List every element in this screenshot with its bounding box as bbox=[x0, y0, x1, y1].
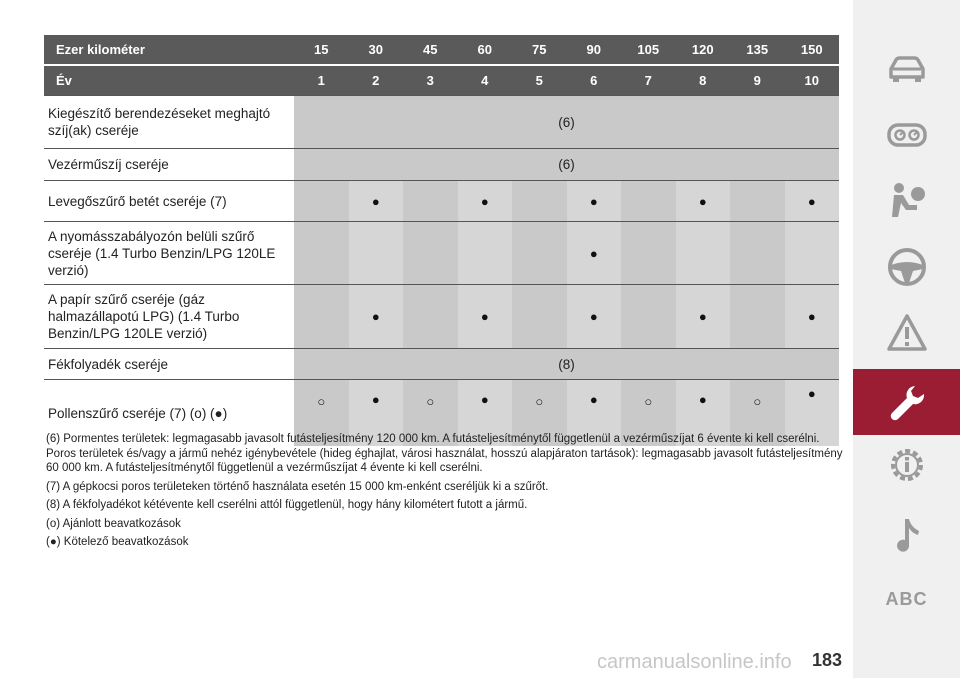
row-cell bbox=[403, 285, 458, 348]
footnote-6: (6) Pormentes területek: legmagasabb javasolt futásteljesítmény 120 000 km. A futásteljesítménytől függetlenül a vezérműszíjat 6 évente ki kell cserélni. Poros területek és/vagy a jármű nehéz igénybevétele (hideg éghajlat, városi használat, hosszú alapjáraton tartások): legmagasabb javasolt futásteljesítmény 60 000 km. A futásteljesítménytől függetlenül a vezérműszíjat 4 évente ki kell cserélni. bbox=[46, 433, 843, 474]
nav-item-maintenance[interactable] bbox=[853, 369, 960, 435]
row-cell bbox=[403, 222, 458, 284]
row-cell bbox=[785, 222, 840, 284]
table-row bbox=[44, 148, 839, 180]
nav-item-warning[interactable] bbox=[853, 300, 960, 366]
table-row bbox=[44, 221, 839, 284]
row-cell: ○ bbox=[644, 394, 653, 409]
row-cell bbox=[294, 181, 349, 221]
car-icon bbox=[885, 47, 929, 91]
nav-item-technical-data[interactable] bbox=[853, 432, 960, 498]
row-cell bbox=[621, 285, 676, 348]
row-cell: ● bbox=[567, 181, 622, 221]
header-year-cell: 10 bbox=[804, 73, 819, 88]
header-row-km bbox=[44, 35, 839, 64]
row-cell: ● bbox=[458, 181, 513, 221]
row-cell: ● bbox=[785, 380, 840, 446]
wrench-icon bbox=[885, 380, 929, 424]
footnotes bbox=[46, 432, 846, 554]
row-cell: ● bbox=[349, 285, 404, 348]
header-year-cell: 8 bbox=[699, 73, 707, 88]
row-label: A nyomásszabályozón belüli szűrő cseréje (1.4 Turbo Benzin/LPG 120LE verzió) bbox=[48, 228, 276, 278]
header-km-cell: 105 bbox=[637, 42, 660, 57]
header-year-cell: 6 bbox=[590, 73, 598, 88]
header-year-label: Év bbox=[56, 73, 72, 88]
row-cell bbox=[676, 222, 731, 284]
legend-recommended: (o) Ajánlott beavatkozások bbox=[46, 517, 181, 530]
row-cell: ○ bbox=[535, 394, 544, 409]
header-km-cell: 90 bbox=[586, 42, 601, 57]
row-cell: ● bbox=[785, 285, 840, 348]
nav-item-car[interactable] bbox=[853, 36, 960, 102]
header-km-cell: 135 bbox=[746, 42, 769, 57]
row-label: Kiegészítő berendezéseket meghajtó szíj(ak) cseréje bbox=[48, 106, 271, 138]
warning-icon bbox=[885, 311, 929, 355]
row-cell bbox=[458, 222, 513, 284]
maintenance-table bbox=[44, 35, 839, 446]
row-cell: ○ bbox=[753, 394, 762, 409]
airbag-icon bbox=[885, 179, 929, 223]
header-year-cell: 7 bbox=[644, 73, 652, 88]
row-cell: ● bbox=[567, 285, 622, 348]
header-year-cell: 9 bbox=[753, 73, 761, 88]
header-km-cell: 150 bbox=[800, 42, 823, 57]
music-note-icon bbox=[885, 513, 929, 557]
header-year-cell: 2 bbox=[372, 73, 380, 88]
row-cell bbox=[294, 222, 349, 284]
row-cell: ● bbox=[458, 285, 513, 348]
row-cell: ○ bbox=[426, 394, 435, 409]
row-label: Vezérműszíj cseréje bbox=[48, 157, 169, 172]
header-km-cell: 45 bbox=[423, 42, 438, 57]
row-cell: ● bbox=[676, 380, 731, 446]
row-label: Fékfolyadék cseréje bbox=[48, 356, 169, 372]
row-cell: ● bbox=[349, 380, 404, 446]
row-cell bbox=[730, 285, 785, 348]
header-year-cell: 1 bbox=[317, 73, 325, 88]
header-km-label: Ezer kilométer bbox=[56, 42, 145, 57]
row-cell bbox=[621, 222, 676, 284]
header-km-cell: 60 bbox=[477, 42, 492, 57]
row-cell bbox=[403, 181, 458, 221]
steering-wheel-icon bbox=[885, 245, 929, 289]
header-year-cell: 4 bbox=[481, 73, 489, 88]
row-span-note: (6) bbox=[294, 96, 839, 148]
footnote-7: (7) A gépkocsi poros területeken történő használata esetén 15 000 km-enként cseréljük ki a szűrőt. bbox=[46, 480, 549, 493]
row-label: A papír szűrő cseréje (gáz halmazállapotú LPG) (1.4 Turbo Benzin/LPG 120LE verzió) bbox=[48, 292, 240, 341]
row-cell: ● bbox=[785, 181, 840, 221]
header-km-cell: 75 bbox=[532, 42, 547, 57]
nav-item-airbag[interactable] bbox=[853, 168, 960, 234]
row-cell bbox=[512, 181, 567, 221]
row-cell bbox=[512, 222, 567, 284]
row-span-note: (6) bbox=[294, 149, 839, 180]
table-row bbox=[44, 348, 839, 379]
row-cell bbox=[730, 181, 785, 221]
row-cell bbox=[294, 285, 349, 348]
watermark: carmanualsonline.info bbox=[597, 651, 792, 673]
abc-index-label: ABC bbox=[885, 588, 928, 609]
row-cell: ● bbox=[676, 285, 731, 348]
header-km-cell: 120 bbox=[691, 42, 714, 57]
header-year-cell: 3 bbox=[426, 73, 434, 88]
footnote-8: (8) A fékfolyadékot kétévente kell cserélni attól függetlenül, hogy hány kilométert futott a jármű. bbox=[46, 499, 528, 511]
header-row-year bbox=[44, 64, 839, 95]
header-km-cell: 30 bbox=[368, 42, 383, 57]
table-row bbox=[44, 95, 839, 148]
row-cell: ● bbox=[458, 380, 513, 446]
row-cell: ● bbox=[567, 380, 622, 446]
row-span-note: (8) bbox=[294, 349, 839, 379]
info-gear-icon bbox=[885, 443, 929, 487]
row-cell bbox=[512, 285, 567, 348]
row-cell: ● bbox=[567, 222, 622, 284]
nav-item-steering[interactable] bbox=[853, 234, 960, 300]
table-row bbox=[44, 284, 839, 348]
row-cell: ○ bbox=[317, 394, 326, 409]
row-label: Levegőszűrő betét cseréje (7) bbox=[48, 193, 227, 209]
row-label: Pollenszűrő cseréje (7) (o) (●) bbox=[48, 405, 228, 421]
header-km-cell: 15 bbox=[314, 42, 329, 57]
page-number: 183 bbox=[812, 650, 843, 670]
row-cell: ● bbox=[676, 181, 731, 221]
row-cell bbox=[621, 181, 676, 221]
legend-mandatory: (●) Kötelező beavatkozások bbox=[46, 536, 189, 548]
row-cell bbox=[349, 222, 404, 284]
nav-item-index[interactable] bbox=[853, 566, 960, 632]
nav-item-dashboard[interactable] bbox=[853, 102, 960, 168]
table-row bbox=[44, 180, 839, 221]
row-cell bbox=[730, 222, 785, 284]
nav-item-multimedia[interactable] bbox=[853, 502, 960, 568]
dashboard-icon bbox=[885, 113, 929, 157]
header-year-cell: 5 bbox=[535, 73, 543, 88]
row-cell: ● bbox=[349, 181, 404, 221]
